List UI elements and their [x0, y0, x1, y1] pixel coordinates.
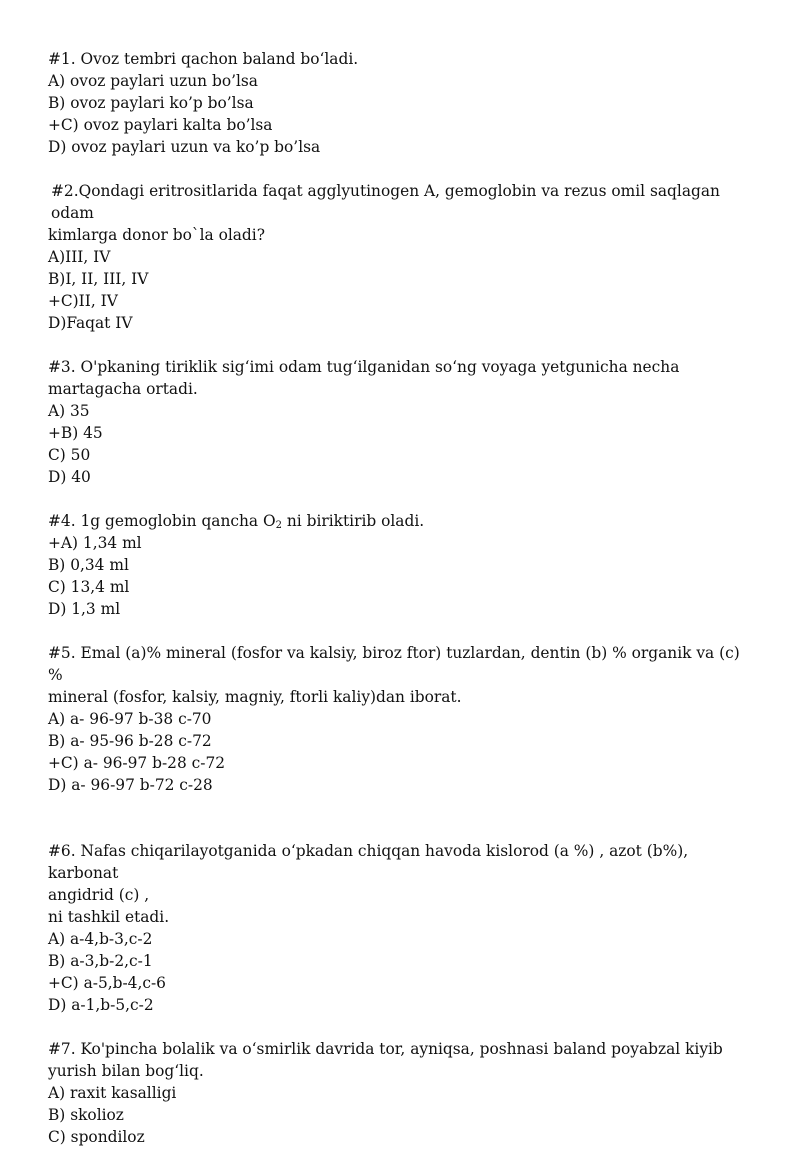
question-stem: #6. Nafas chiqarilayotganida o‘pkadan chiqqan havoda kislorod (a %) , azot (b%), karbonat	[48, 842, 689, 882]
question-stem-text-end: ni biriktirib oladi.	[281, 512, 425, 530]
answer-option: +C)II, IV	[48, 292, 118, 310]
question-stem: #1. Ovoz tembri qachon baland bo‘ladi.	[48, 50, 359, 68]
answer-option: A) raxit kasalligi	[48, 1084, 177, 1102]
answer-option: C) spondiloz	[48, 1128, 145, 1146]
question-stem: #7. Ko'pincha bolalik va o‘smirlik davrida tor, ayniqsa, poshnasi baland poyabzal kiyib	[48, 1040, 723, 1058]
question-2	[48, 180, 758, 334]
answer-option: B) ovoz paylari ko’p bo’lsa	[48, 94, 254, 112]
answer-option: B) a-3,b-2,c-1	[48, 952, 153, 970]
subscript-2: 2	[275, 520, 282, 531]
answer-option: +C) a-5,b-4,c-6	[48, 974, 166, 992]
answer-option: A) ovoz paylari uzun bo’lsa	[48, 72, 258, 90]
answer-option: D) ovoz paylari uzun va ko’p bo’lsa	[48, 138, 321, 156]
answer-option: B) a- 95-96 b-28 c-72	[48, 732, 212, 750]
answer-option: D) 1,3 ml	[48, 600, 121, 618]
question-3	[48, 356, 758, 488]
question-stem-continued: martagacha ortadi.	[48, 380, 198, 398]
answer-option: +C) ovoz paylari kalta bo’lsa	[48, 116, 273, 134]
answer-option: B) skolioz	[48, 1106, 124, 1124]
answer-option: +C) a- 96-97 b-28 c-72	[48, 754, 226, 772]
answer-option: B) 0,34 ml	[48, 556, 129, 574]
answer-option: A)III, IV	[48, 248, 111, 266]
question-stem-continued: ni tashkil etadi.	[48, 908, 170, 926]
answer-option: D) a-1,b-5,c-2	[48, 996, 154, 1014]
answer-option: B)I, II, III, IV	[48, 270, 149, 288]
answer-option: C) 50	[48, 446, 91, 464]
question-stem-continued: angidrid (c) ,	[48, 886, 150, 904]
answer-option: A) a-4,b-3,c-2	[48, 930, 153, 948]
question-stem-text: #4. 1g gemoglobin qancha O	[48, 512, 276, 530]
question-stem-continued: kimlarga donor bo`la oladi?	[48, 226, 265, 244]
answer-option: D)Faqat IV	[48, 314, 133, 332]
question-stem-continued: yurish bilan bog‘liq.	[48, 1062, 204, 1080]
answer-option: C) 13,4 ml	[48, 578, 130, 596]
question-stem-continued: mineral (fosfor, kalsiy, magniy, ftorli kaliy)dan iborat.	[48, 688, 462, 706]
answer-option: +B) 45	[48, 424, 103, 442]
question-1	[48, 48, 758, 158]
question-6	[48, 840, 758, 1016]
answer-option: A) 35	[48, 402, 90, 420]
question-stem: #3. O'pkaning tiriklik sig‘imi odam tug‘ilganidan so‘ng voyaga yetgunicha necha	[48, 358, 680, 376]
answer-option: +A) 1,34 ml	[48, 534, 142, 552]
question-5	[48, 642, 758, 796]
question-4	[48, 510, 758, 620]
answer-option: D) 40	[48, 468, 91, 486]
question-stem: #2.Qondagi eritrositlarida faqat agglyutinogen A, gemoglobin va rezus omil saqlagan odam	[51, 182, 720, 222]
question-stem	[48, 510, 758, 532]
question-7	[48, 1038, 758, 1148]
answer-option: D) a- 96-97 b-72 c-28	[48, 776, 213, 794]
answer-option: A) a- 96-97 b-38 c-70	[48, 710, 212, 728]
document-page	[48, 48, 758, 1170]
question-stem: #5. Emal (a)% mineral (fosfor va kalsiy, biroz ftor) tuzlardan, dentin (b) % organik va (c) %	[48, 644, 740, 684]
